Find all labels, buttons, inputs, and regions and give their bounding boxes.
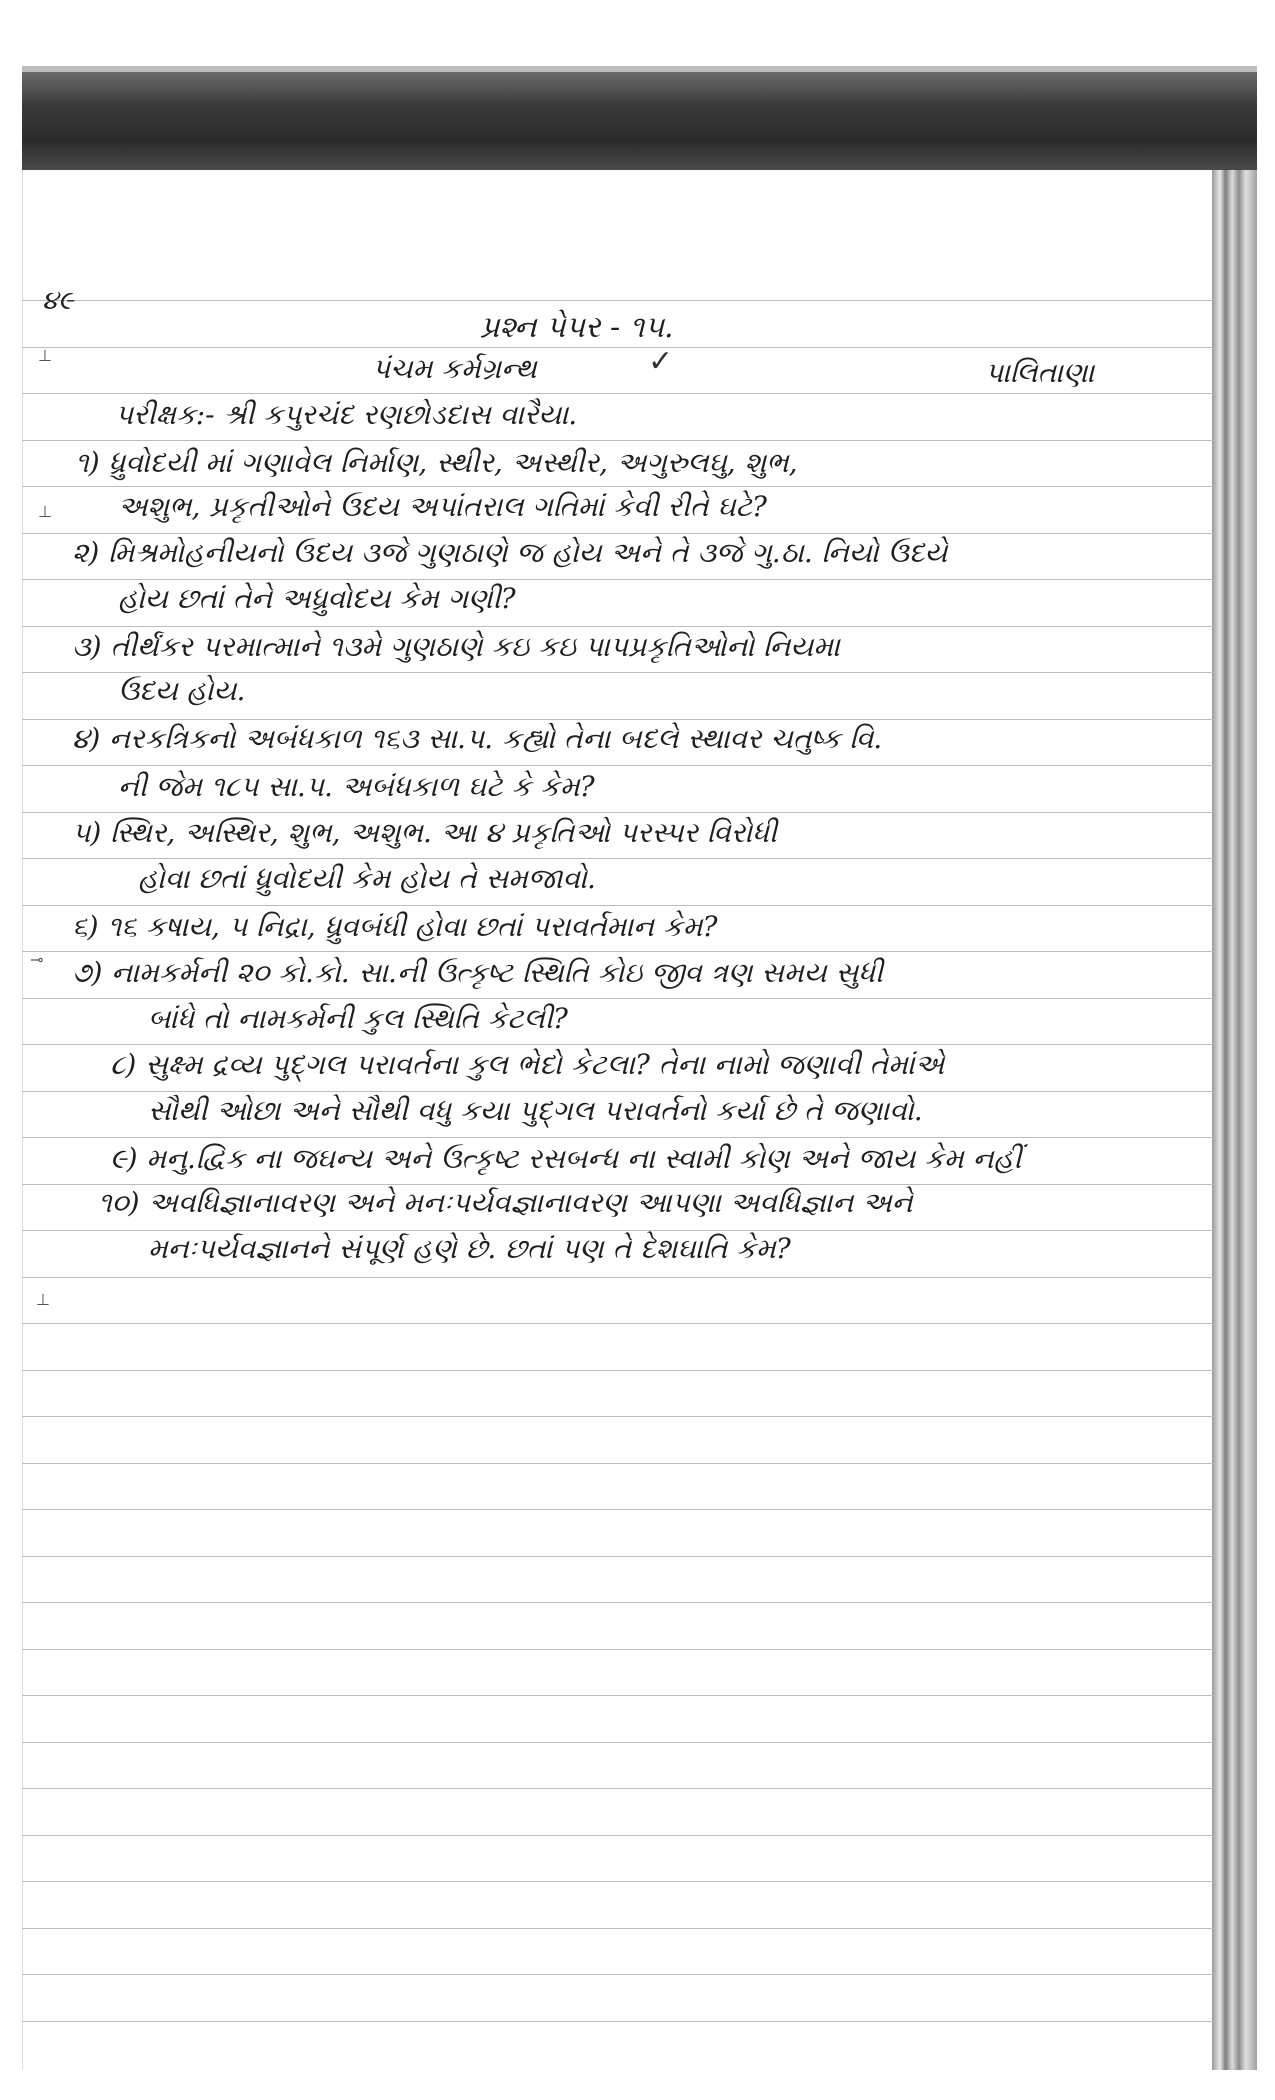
- ruled-line: [22, 1463, 1214, 1464]
- question-9-line-1: ૯) મનુ.દ્વિક ના જઘન્ય અને ઉત્કૃષ્ટ રસબન્ધ ના સ્વામી કોણ અને જાય કેમ નહીં: [110, 1142, 1022, 1175]
- ruled-line: [22, 1695, 1214, 1696]
- ruled-line: [22, 1742, 1214, 1743]
- ruled-line: [22, 440, 1214, 441]
- question-10-line-1: ૧૦) અવધિજ્ઞાનાવરણ અને મનઃપર્યવજ્ઞાનાવરણ આપણા અવધિજ્ઞાન અને: [98, 1186, 913, 1219]
- question-2-line-2: હોય છતાં તેને અધ્રુવોદય કેમ ગણી?: [118, 582, 516, 615]
- examiner-line: પરીક્ષક:- શ્રી કપુરચંદ રણછોડદાસ વારૈયા.: [115, 398, 578, 431]
- ruled-line: [22, 1649, 1214, 1650]
- ruled-line: [22, 1044, 1214, 1045]
- question-4-line-1: ૪) નરકત્રિકનો અબંધકાળ ૧૬૩ સા.પ. કહ્યો તેના બદલે સ્થાવર ચતુષ્ક વિ.: [72, 722, 883, 755]
- question-2-line-1: ૨) મિશ્રમોહનીયનો ઉદય ૩જે ગુણઠાણે જ હોય અને તે ૩જે ગુ.ઠા. નિયો ઉદયે: [72, 536, 948, 569]
- ruled-line: [22, 347, 1214, 348]
- question-1-line-2: અશુભ, પ્રકૃતીઓને ઉદય અપાંતરાલ ગતિમાં કેવી રીતે ઘટે?: [118, 490, 767, 523]
- question-4-line-2: ની જેમ ૧૮૫ સા.પ. અબંધકાળ ઘટે કે કેમ?: [118, 770, 595, 803]
- ruled-line: [22, 2021, 1214, 2022]
- question-3-line-1: ૩) તીર્થંકર પરમાત્માને ૧૩મે ગુણઠાણે કઇ કઇ પાપપ્રકૃતિઓનો નિયમા: [72, 630, 840, 663]
- ruled-line: [22, 1556, 1214, 1557]
- paper-title: પ્રશ્ન પેપર - ૧૫.: [480, 310, 674, 345]
- ruled-line: [22, 1277, 1214, 1278]
- ruled-line: [22, 1323, 1214, 1324]
- ruled-line: [22, 626, 1214, 627]
- tick-mark: ✓: [648, 344, 674, 379]
- ruled-line: [22, 1230, 1214, 1231]
- ruled-line: [22, 858, 1214, 859]
- margin-mark: ⊥: [36, 1290, 50, 1309]
- ruled-line: [22, 1602, 1214, 1603]
- question-10-line-2: મનઃપર્યવજ્ઞાનને સંપૂર્ણ હણે છે. છતાં પણ તે દેશઘાતિ કેમ?: [148, 1232, 791, 1265]
- question-1-line-1: ૧) ધ્રુવોદયી માં ગણાવેલ નિર્માણ, સ્થીર, અસ્થીર, અગુરુલઘુ, શુભ,: [75, 446, 798, 479]
- ruled-line: [22, 533, 1214, 534]
- question-7-line-2: બાંધે તો નામકર્મની કુલ સ્થિતિ કેટલી?: [148, 1002, 568, 1035]
- place-name: પાલિતાણા: [985, 356, 1095, 389]
- scanner-dark-band: [22, 72, 1257, 170]
- ruled-line: [22, 905, 1214, 906]
- ruled-line: [22, 1881, 1214, 1882]
- margin-mark: ⊸: [30, 950, 44, 969]
- margin-mark: ⊥: [38, 346, 52, 365]
- ruled-line: [22, 300, 1214, 301]
- ruled-line: [22, 1416, 1214, 1417]
- ruled-line: [22, 1370, 1214, 1371]
- ruled-line: [22, 1788, 1214, 1789]
- ruled-line: [22, 1974, 1214, 1975]
- ruled-line: [22, 579, 1214, 580]
- ruled-line: [22, 812, 1214, 813]
- ruled-line: [22, 486, 1214, 487]
- ruled-line: [22, 1137, 1214, 1138]
- notebook-binding-shadow: [1212, 170, 1257, 2070]
- question-7-line-1: ૭) નામકર્મની ૨૦ કો.કો. સા.ની ઉત્કૃષ્ટ સ્થિતિ કોઇ જીવ ત્રણ સમય સુધી: [72, 956, 884, 989]
- question-6-line-1: ૬) ૧૬ કષાય, ૫ નિદ્રા, ધ્રુવબંધી હોવા છતાં પરાવર્તમાન કેમ?: [72, 910, 718, 943]
- question-5-line-1: ૫) સ્થિર, અસ્થિર, શુભ, અશુભ. આ ૪ પ્રકૃતિઓ પરસ્પર વિરોધી: [72, 816, 777, 849]
- ruled-line: [22, 951, 1214, 952]
- ruled-line: [22, 998, 1214, 999]
- subject-title: પંચમ કર્મગ્રન્થ: [372, 352, 537, 385]
- ruled-line: [22, 1509, 1214, 1510]
- ruled-line: [22, 1091, 1214, 1092]
- page-number: ૪૯: [42, 286, 74, 316]
- question-8-line-2: સૌથી ઓછા અને સૌથી વધુ કયા પુદ્ગલ પરાવર્તનો કર્યા છે તે જણાવો.: [148, 1094, 923, 1127]
- question-5-line-2: હોવા છતાં ધ્રુવોદયી કેમ હોય તે સમજાવો.: [138, 862, 596, 895]
- question-8-line-1: ૮) સુક્ષ્મ દ્રવ્ય પુદ્ગલ પરાવર્તના કુલ ભેદો કેટલા? તેના નામો જણાવી તેમાંએ: [110, 1048, 945, 1081]
- ruled-line: [22, 672, 1214, 673]
- ruled-line: [22, 765, 1214, 766]
- margin-mark: ⊥: [38, 502, 52, 521]
- question-3-line-2: ઉદય હોય.: [118, 674, 246, 707]
- ruled-line: [22, 719, 1214, 720]
- ruled-line: [22, 393, 1214, 394]
- ruled-line: [22, 1928, 1214, 1929]
- ruled-line: [22, 1184, 1214, 1185]
- ruled-line: [22, 1835, 1214, 1836]
